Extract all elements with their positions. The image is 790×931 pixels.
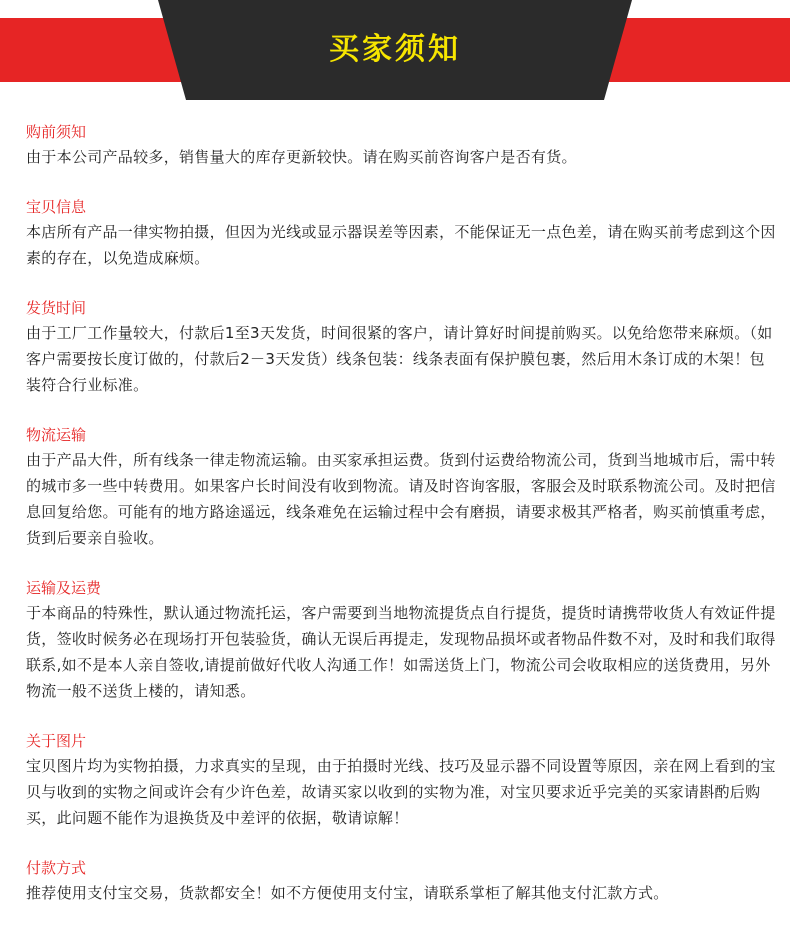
section-title: 发货时间	[26, 299, 87, 317]
section-product-info	[26, 195, 776, 271]
section-about-images	[26, 729, 776, 831]
section-body: 本店所有产品一律实物拍摄，但因为光线或显示器误差等因素，不能保证无一点色差，请在购买前考虑到这个因素的存在，以免造成麻烦。	[26, 223, 776, 267]
section-body: 由于工厂工作量较大，付款后1至3天发货，时间很紧的客户，请计算好时间提前购买。以免给您带来麻烦。（如客户需要按长度订做的，付款后2－3天发货）线条包装：线条表面有保护膜包裹，然后用木条订成的木架！包装符合行业标准。	[26, 324, 773, 394]
section-title: 物流运输	[26, 426, 87, 444]
section-title: 关于图片	[26, 732, 87, 750]
section-pre-purchase	[26, 120, 776, 170]
section-title: 付款方式	[26, 859, 87, 877]
section-body: 推荐使用支付宝交易，货款都安全！如不方便使用支付宝，请联系掌柜了解其他支付汇款方式。	[26, 884, 669, 902]
page-title: 买家须知	[329, 32, 461, 67]
section-body: 由于本公司产品较多，销售量大的库存更新较快。请在购买前咨询客户是否有货。	[26, 148, 577, 166]
section-body: 宝贝图片均为实物拍摄，力求真实的呈现，由于拍摄时光线、技巧及显示器不同设置等原因，亲在网上看到的宝贝与收到的实物之间或许会有少许色差，故请买家以收到的实物为准，对宝贝要求近乎完美的买家请斟酌后购买，此问题不能作为退换货及中差评的依据，敬请谅解！	[26, 757, 776, 827]
section-logistics	[26, 423, 776, 551]
header-banner	[0, 0, 790, 100]
section-freight	[26, 576, 776, 704]
section-title: 运输及运费	[26, 579, 102, 597]
section-shipping-time	[26, 296, 776, 398]
section-body: 于本商品的特殊性，默认通过物流托运，客户需要到当地物流提货点自行提货，提货时请携带收货人有效证件提货，签收时候务必在现场打开包装验货，确认无误后再提走，发现物品损坏或者物品件数不对，及时和我们取得联系,如不是本人亲自签收,请提前做好代收人沟通工作！如需送货上门，物流公司会收取相应的送货费用，另外物流一般不送货上楼的，请知悉。	[26, 604, 776, 700]
section-body: 由于产品大件，所有线条一律走物流运输。由买家承担运费。货到付运费给物流公司，货到当地城市后，需中转的城市多一些中转费用。如果客户长时间没有收到物流。请及时咨询客服，客服会及时联系物流公司。及时把信息回复给您。可能有的地方路途遥远，线条难免在运输过程中会有磨损，请要求极其严格者，购买前慎重考虑，货到后要亲自验收。	[26, 451, 776, 547]
notice-content	[26, 120, 776, 931]
section-title: 宝贝信息	[26, 198, 87, 216]
section-title: 购前须知	[26, 123, 87, 141]
section-payment	[26, 856, 776, 906]
